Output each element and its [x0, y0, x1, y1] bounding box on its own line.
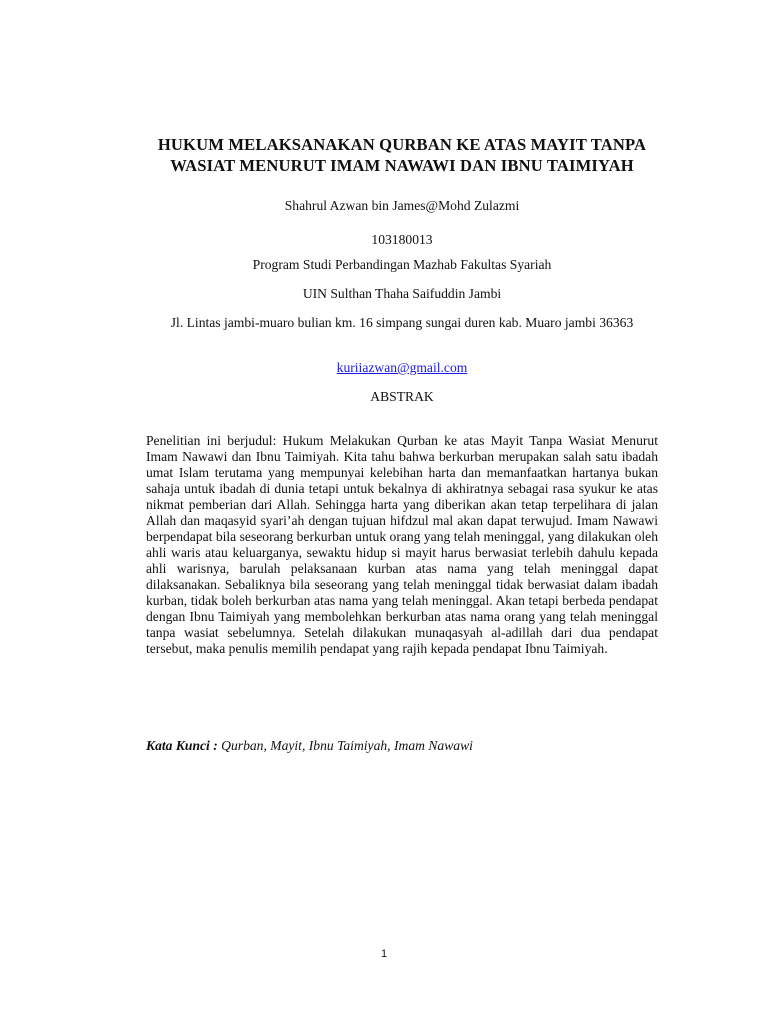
keywords-label: Kata Kunci : [146, 738, 218, 753]
abstract-heading: ABSTRAK [370, 389, 434, 404]
student-id: 103180013 [371, 232, 433, 247]
email-line [140, 359, 664, 376]
study-program: Program Studi Perbandingan Mazhab Fakultas Syariah [252, 257, 552, 272]
institution-address: Jl. Lintas jambi-muaro bulian km. 16 simpang sungai duren kab. Muaro jambi 36363 [170, 315, 634, 330]
paper-title: HUKUM MELAKSANAKAN QURBAN KE ATAS MAYIT TANPA WASIAT MENURUT IMAM NAWAWI DAN IBNU TAIMIYAH [157, 135, 647, 175]
keywords-line [146, 738, 473, 754]
page-number: 1 [380, 948, 388, 960]
keywords-list: Qurban, Mayit, Ibnu Taimiyah, Imam Nawawi [217, 738, 473, 753]
abstract-body: Penelitian ini berjudul: Hukum Melakukan Qurban ke atas Mayit Tanpa Wasiat Menurut Imam Nawawi dan Ibnu Taimiyah. Kita tahu bahwa berkurban merupakan salah satu ibadah umat Islam terutama yang mempunyai kelebihan harta dan memanfaatkan hartanya bukan sahaja untuk ibadah di dunia tetapi untuk bekalnya di akhiratnya sebagai rasa syukur ke atas nikmat pemberian dari Allah. Sehingga harta yang diberikan akan tetap terpelihara di jalan Allah dan maqasyid syari’ah dengan tujuan hifdzul mal akan dapat terwujud. Imam Nawawi berpendapat bila seseorang berkurban untuk orang yang telah meninggal, yang dilakukan oleh ahli waris atau keluarganya, sewaktu hidup si mayit harus berwasiat terlebih dahulu kepada ahli warisnya, barulah pelaksanaan kurban atas nama yang telah meninggal dapat dilaksanakan. Sebaliknya bila seseorang yang telah meninggal tidak berwasiat dalam ibadah kurban, tidak boleh berkurban atas nama yang telah meninggal. Akan tetapi berbeda pendapat dengan Ibnu Taimiyah yang membolehkan berkurban atas nama orang yang telah meninggal tanpa wasiat sebelumnya. Setelah dilakukan munaqasyah al-adillah dari dua pendapat tersebut, maka penulis memilih pendapat yang rajih kepada pendapat Ibnu Taimiyah. [146, 433, 658, 656]
email-link[interactable]: kuriiazwan@gmail.com [336, 360, 468, 375]
institution-name: UIN Sulthan Thaha Saifuddin Jambi [302, 286, 502, 301]
author-name: Shahrul Azwan bin James@Mohd Zulazmi [284, 198, 520, 213]
